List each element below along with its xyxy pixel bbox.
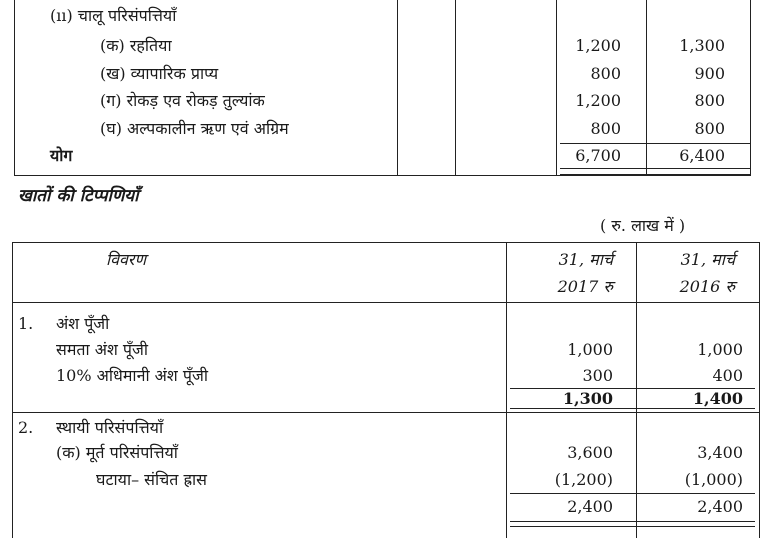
section1-row-value-2017: 300: [582, 366, 613, 385]
section1-row-value-2016: 400: [712, 366, 743, 385]
notes-table-border-col-a: [506, 242, 507, 538]
header-col-2017-line1: 31, मार्च: [558, 250, 613, 269]
top-total-value-2016: 6,400: [679, 146, 725, 165]
section1-total-2017: 1,300: [562, 389, 613, 408]
section2-less-label: घटाया– संचित ह्रास: [96, 470, 207, 489]
header-col-2016-line1: 31, मार्च: [680, 250, 735, 269]
top-table-bottom-border: [14, 175, 751, 176]
section1-row-label: 10% अधिमानी अंश पूँजी: [56, 366, 208, 385]
notes-table-border-right: [759, 242, 760, 538]
top-table-border-left: [14, 0, 15, 176]
section2-number: 2.: [18, 418, 34, 437]
section1-number: 1.: [18, 314, 34, 333]
section2-total-2016: 2,400: [697, 497, 743, 516]
section2-total-double-rule: [510, 521, 755, 522]
notes-header-bottom-border: [12, 302, 760, 303]
section2-subtotal-rule: [510, 493, 755, 494]
section1-row-value-2017: 1,000: [567, 340, 613, 359]
top-section-label: (ıı) चालू परिसंपत्तियाँ: [50, 6, 177, 25]
section2-less-value-2016: (1,000): [684, 470, 743, 489]
section1-row-label: समता अंश पूँजी: [56, 340, 149, 359]
top-row-value-2017: 1,200: [575, 36, 621, 55]
top-row-value-2016: 800: [694, 91, 725, 110]
section2-less-value-2017: (1,200): [554, 470, 613, 489]
notes-table-top-border: [12, 242, 760, 243]
top-table-border-col-b: [455, 0, 456, 176]
section2-title: स्थायी परिसंपत्तियाँ: [56, 418, 164, 437]
top-row-label: (ग) रोकड़ एव रोकड़ तुल्यांक: [100, 91, 265, 110]
notes-heading: खातों की टिप्पणियाँ: [18, 186, 139, 206]
section1-title: अंश पूँजी: [56, 314, 110, 333]
section1-total-2016: 1,400: [692, 389, 743, 408]
header-particulars: विवरण: [106, 250, 147, 269]
section2-total-double-rule: [510, 526, 755, 527]
top-row-value-2016: 900: [694, 64, 725, 83]
top-total-value-2017: 6,700: [575, 146, 621, 165]
top-total-label: योग: [50, 146, 73, 165]
section2-sub-value-2016: 3,400: [697, 443, 743, 462]
top-row-label: (क) रहतिया: [100, 36, 172, 55]
top-row-label: (घ) अल्पकालीन ऋण एवं अग्रिम: [100, 119, 289, 138]
notes-table-border-left: [12, 242, 13, 538]
section2-sub-label: (क) मूर्त परिसंपत्तियाँ: [56, 443, 178, 462]
top-row-value-2017: 800: [590, 119, 621, 138]
top-table-border-col-a: [397, 0, 398, 176]
header-col-2016-line2: 2016 रु: [679, 277, 735, 296]
unit-note: ( रु. लाख में ): [600, 216, 686, 235]
top-row-value-2017: 800: [590, 64, 621, 83]
top-row-label: (ख) व्यापारिक प्राप्य: [100, 64, 219, 83]
top-table-border-col-d: [646, 0, 647, 176]
top-row-value-2017: 1,200: [575, 91, 621, 110]
top-table-border-col-c: [556, 0, 557, 176]
section2-total-2017: 2,400: [567, 497, 613, 516]
section2-sub-value-2017: 3,600: [567, 443, 613, 462]
section1-bottom-border: [12, 412, 760, 413]
top-total-double-rule: [560, 168, 750, 169]
top-row-value-2016: 800: [694, 119, 725, 138]
section1-total-double-rule: [510, 408, 755, 409]
top-table-border-right: [750, 0, 751, 176]
section1-row-value-2016: 1,000: [697, 340, 743, 359]
top-row-value-2016: 1,300: [679, 36, 725, 55]
header-col-2017-line2: 2017 रु: [557, 277, 613, 296]
top-total-rule: [560, 143, 750, 144]
